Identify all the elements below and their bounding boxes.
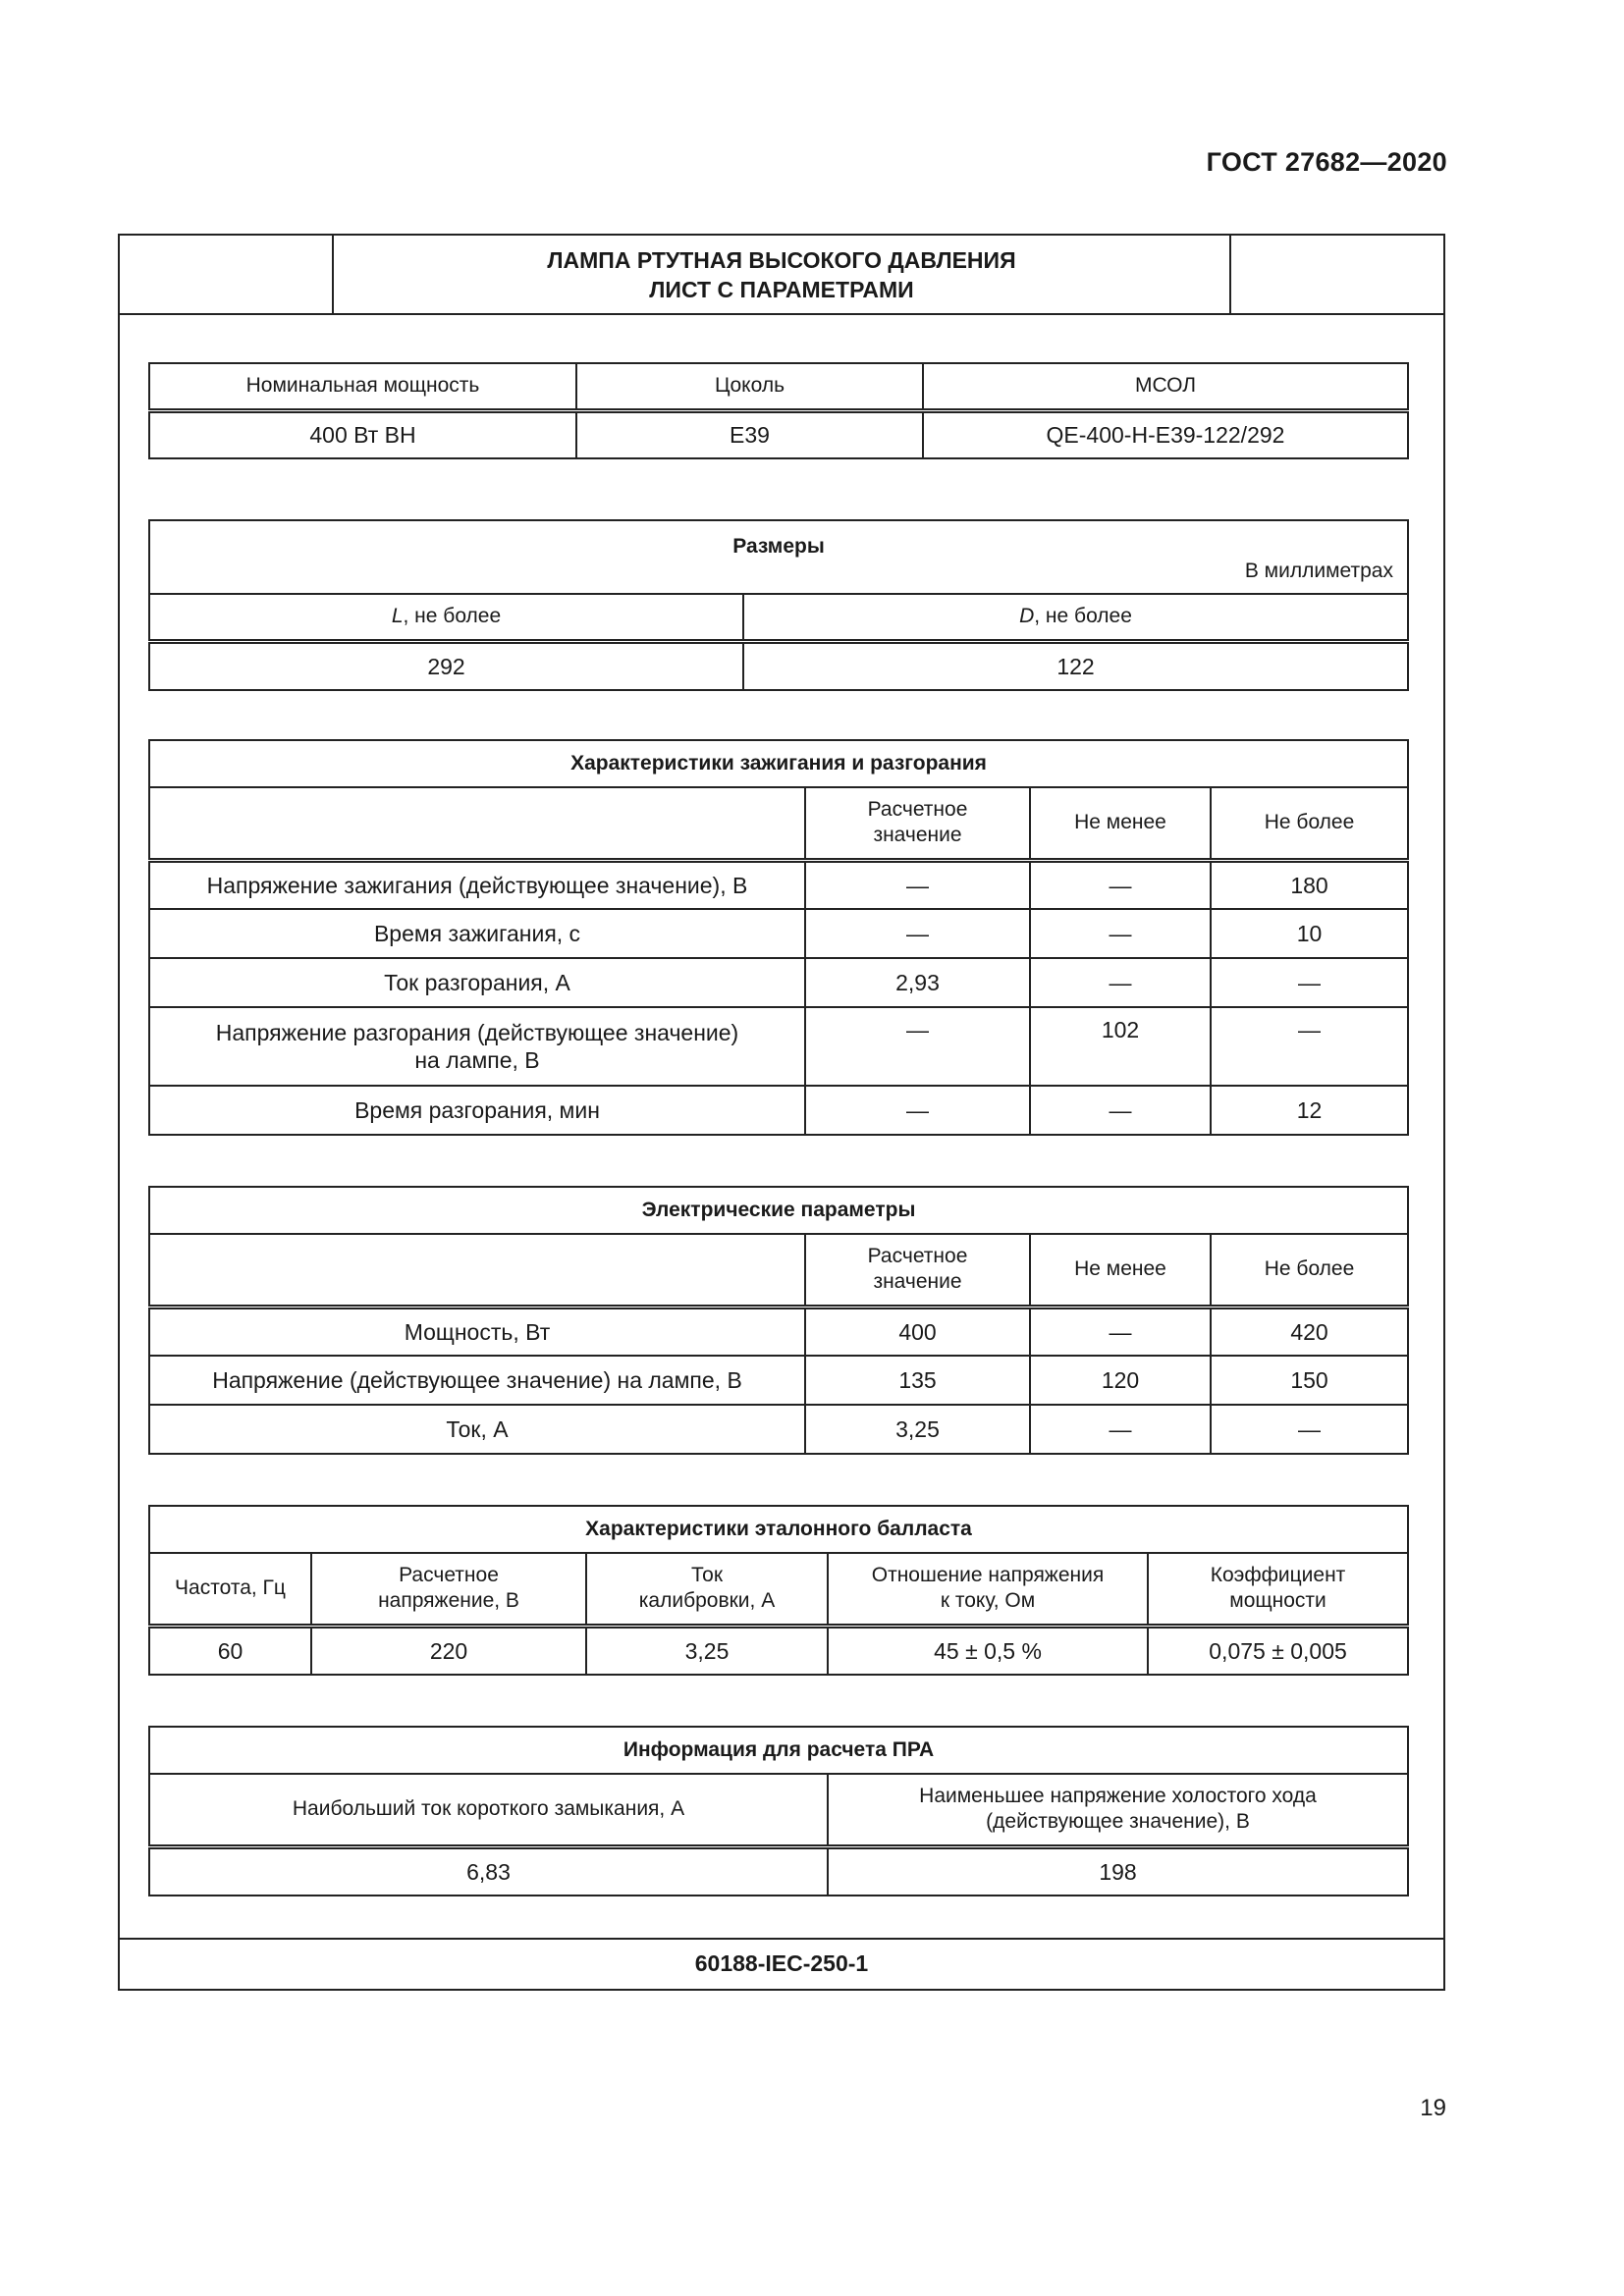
min-cell: 102: [1030, 1007, 1211, 1086]
pra-title: Информация для расчета ПРА: [149, 1727, 1408, 1774]
value-msol: QE-400-H-E39-122/292: [923, 410, 1408, 458]
param-line-2: на лампе, В: [414, 1047, 540, 1073]
empty-header-cell: [149, 1234, 805, 1307]
value-length: 292: [149, 641, 743, 690]
max-cell: 420: [1211, 1307, 1408, 1356]
table-row: [149, 740, 1408, 787]
header-max: Не более: [1211, 787, 1408, 860]
header-base: Цоколь: [576, 363, 923, 410]
ballast-title: Характеристики эталонного балласта: [149, 1506, 1408, 1553]
table-row: [149, 410, 1408, 458]
header-calc-line-2: значение: [873, 824, 962, 847]
table-row: [149, 1626, 1408, 1675]
value-max-short-circuit-current: 6,83: [149, 1846, 828, 1896]
param-cell: Мощность, Вт: [149, 1307, 805, 1356]
calc-cell: —: [805, 909, 1030, 958]
param-cell: Напряжение зажигания (действующее значение), В: [149, 860, 805, 909]
table-row: [149, 520, 1408, 594]
dimensions-title-cell: [149, 520, 1408, 594]
page-number: 19: [1420, 2095, 1446, 2121]
electrical-table: [148, 1186, 1409, 1455]
header-power-factor-line-1: Коэффициент: [1210, 1564, 1346, 1587]
dimensions-table: [148, 519, 1409, 691]
table-row: [149, 1846, 1408, 1896]
min-cell: —: [1030, 958, 1211, 1007]
table-row: [149, 1187, 1408, 1234]
header-rated-voltage-line-1: Расчетное: [399, 1564, 499, 1587]
header-power-factor: [1148, 1553, 1408, 1626]
value-nominal-power: 400 Вт ВН: [149, 410, 576, 458]
sheet-title: [334, 245, 1229, 304]
header-calc-line-1: Расчетное: [867, 798, 968, 822]
table-row: [149, 363, 1408, 410]
max-cell: 12: [1211, 1086, 1408, 1135]
calc-cell: —: [805, 1086, 1030, 1135]
header-ratio-line-1: Отношение напряжения: [871, 1564, 1105, 1587]
table-row: [149, 1086, 1408, 1135]
sheet-header: [120, 236, 1443, 315]
table-row: [149, 1007, 1408, 1086]
max-cell: 180: [1211, 860, 1408, 909]
header-open-circuit-line-1: Наименьшее напряжение холостого хода: [919, 1785, 1317, 1808]
header-frequency: Частота, Гц: [149, 1553, 311, 1626]
min-cell: 120: [1030, 1356, 1211, 1405]
length-symbol: L: [391, 605, 404, 628]
value-diameter: 122: [743, 641, 1408, 690]
header-calibration-current-line-1: Ток: [690, 1564, 724, 1587]
header-rated-voltage: [311, 1553, 586, 1626]
value-voltage-current-ratio: 45 ± 0,5 %: [828, 1626, 1148, 1675]
calc-cell: —: [805, 860, 1030, 909]
header-calibration-current: [586, 1553, 828, 1626]
diameter-symbol: D: [1019, 605, 1035, 628]
sheet-title-line-1: ЛАМПА РТУТНАЯ ВЫСОКОГО ДАВЛЕНИЯ: [547, 247, 1016, 273]
calc-cell: 400: [805, 1307, 1030, 1356]
value-power-factor: 0,075 ± 0,005: [1148, 1626, 1408, 1675]
min-cell: —: [1030, 909, 1211, 958]
calc-cell: 2,93: [805, 958, 1030, 1007]
header-length: [149, 594, 743, 641]
calc-cell: 135: [805, 1356, 1030, 1405]
param-cell: Ток разгорания, А: [149, 958, 805, 1007]
table-row: [149, 1307, 1408, 1356]
max-cell: —: [1211, 1007, 1408, 1086]
min-cell: —: [1030, 860, 1211, 909]
header-diameter: [743, 594, 1408, 641]
ballast-table: [148, 1505, 1409, 1676]
dimensions-units: В миллиметрах: [1244, 560, 1393, 582]
ignition-table: [148, 739, 1409, 1136]
table-row: [149, 1727, 1408, 1774]
ignition-title: Характеристики зажигания и разгорания: [149, 740, 1408, 787]
header-voltage-current-ratio: [828, 1553, 1148, 1626]
empty-header-cell: [149, 787, 805, 860]
identification-table: [148, 362, 1409, 459]
table-row: [149, 1405, 1408, 1454]
table-row: [149, 641, 1408, 690]
calc-cell: 3,25: [805, 1405, 1030, 1454]
param-cell: [149, 1007, 805, 1086]
header-calc-value: [805, 1234, 1030, 1307]
max-cell: —: [1211, 1405, 1408, 1454]
max-cell: —: [1211, 958, 1408, 1007]
header-min: Не менее: [1030, 1234, 1211, 1307]
calc-cell: —: [805, 1007, 1030, 1086]
table-row: [149, 909, 1408, 958]
header-max-short-circuit-current: Наибольший ток короткого замыкания, А: [149, 1774, 828, 1846]
header-right-cell: [1229, 236, 1443, 313]
value-base: Е39: [576, 410, 923, 458]
param-cell: Ток, А: [149, 1405, 805, 1454]
table-row: [149, 1356, 1408, 1405]
min-cell: —: [1030, 1086, 1211, 1135]
sheet-title-line-2: ЛИСТ С ПАРАМЕТРАМИ: [649, 277, 914, 302]
header-calc-value: [805, 787, 1030, 860]
value-calibration-current: 3,25: [586, 1626, 828, 1675]
diameter-caption: , не более: [1034, 605, 1132, 628]
table-row: [149, 1506, 1408, 1553]
dimensions-title: Размеры: [732, 535, 825, 558]
value-min-open-circuit-voltage: 198: [828, 1846, 1408, 1896]
header-msol: МСОЛ: [923, 363, 1408, 410]
max-cell: 10: [1211, 909, 1408, 958]
sheet-footer-code: 60188-IEC-250-1: [120, 1938, 1443, 1989]
pra-table: [148, 1726, 1409, 1896]
param-cell: Время разгорания, мин: [149, 1086, 805, 1135]
table-row: [149, 958, 1408, 1007]
header-calc-line-2: значение: [873, 1270, 962, 1294]
table-row: [149, 860, 1408, 909]
header-min: Не менее: [1030, 787, 1211, 860]
max-cell: 150: [1211, 1356, 1408, 1405]
header-rated-voltage-line-2: напряжение, В: [378, 1589, 519, 1613]
header-calibration-current-line-2: калибровки, А: [638, 1589, 776, 1613]
header-min-open-circuit-voltage: [828, 1774, 1408, 1846]
header-ratio-line-2: к току, Ом: [940, 1589, 1036, 1613]
header-open-circuit-line-2: (действующее значение), В: [986, 1810, 1250, 1834]
header-nominal-power: Номинальная мощность: [149, 363, 576, 410]
table-row: [149, 1234, 1408, 1307]
min-cell: —: [1030, 1405, 1211, 1454]
param-cell: Время зажигания, с: [149, 909, 805, 958]
min-cell: —: [1030, 1307, 1211, 1356]
electrical-title: Электрические параметры: [149, 1187, 1408, 1234]
value-frequency: 60: [149, 1626, 311, 1675]
table-row: [149, 787, 1408, 860]
param-cell: Напряжение (действующее значение) на лампе, В: [149, 1356, 805, 1405]
length-caption: , не более: [403, 605, 502, 628]
param-line-1: Напряжение разгорания (действующее значение): [215, 1020, 739, 1045]
table-row: [149, 1774, 1408, 1846]
standard-code: ГОСТ 27682—2020: [1206, 147, 1447, 177]
value-rated-voltage: 220: [311, 1626, 586, 1675]
header-left-cell: [120, 236, 334, 313]
table-row: [149, 1553, 1408, 1626]
table-row: [149, 594, 1408, 641]
header-power-factor-line-2: мощности: [1229, 1589, 1326, 1613]
header-calc-line-1: Расчетное: [867, 1245, 968, 1268]
header-max: Не более: [1211, 1234, 1408, 1307]
